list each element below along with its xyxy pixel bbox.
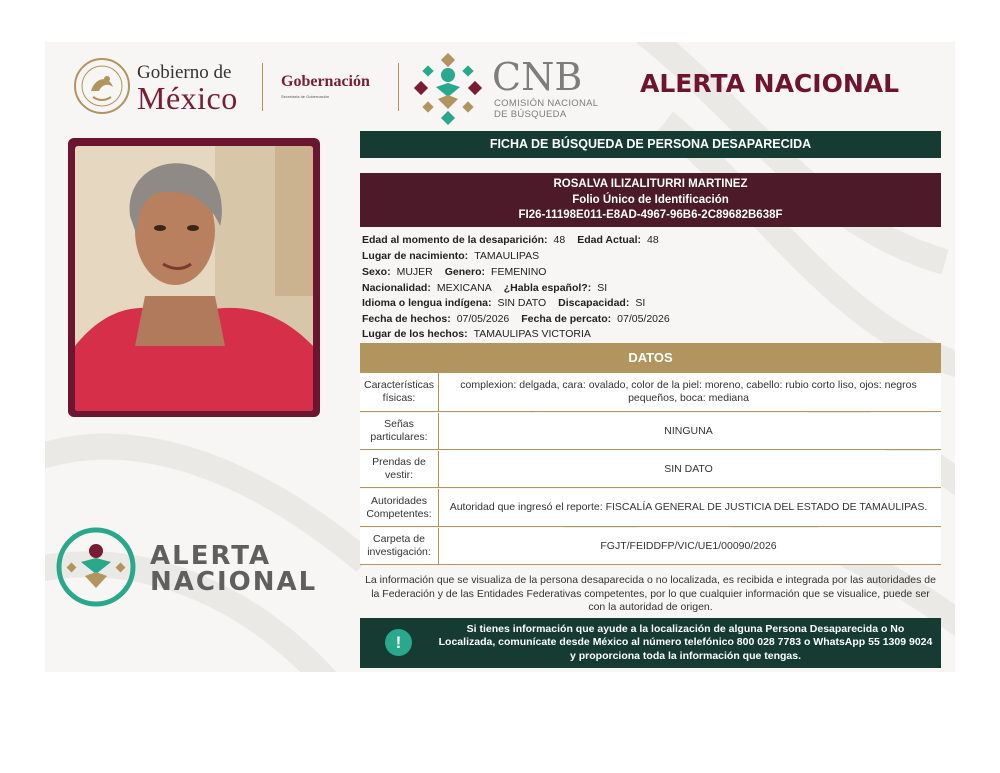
nationality-value: MEXICANA: [436, 282, 492, 294]
current-age-value: 48: [647, 234, 659, 246]
person-name-box: [360, 173, 941, 227]
disability-value: SI: [635, 297, 646, 309]
cnb-subtitle-line1: COMISIÓN NACIONAL: [494, 98, 599, 109]
gender-label: Genero:: [444, 266, 486, 278]
noticed-date-label: Fecha de percato:: [521, 313, 612, 325]
datos-row-label: Señas particulares:: [360, 413, 439, 449]
disclaimer-text: La información que se visualiza de la persona desaparecida o no localizada, es recibida e integrada por las autoridades de la Federación y de las Entidades Federativas competentes, por lo que cualquier información que se visualice, puede ser con la autoridad de origen.: [365, 574, 936, 613]
event-date-value: 07/05/2026: [456, 313, 510, 325]
person-name: ROSALVA ILIZALITURRI MARTINEZ: [553, 178, 748, 190]
datos-row: [360, 413, 941, 450]
sex-label: Sexo:: [362, 266, 391, 278]
info-line-sex: [362, 266, 558, 279]
gobierno-line2: México: [137, 80, 238, 116]
info-line-event-place: [362, 328, 603, 341]
gobernacion-sublabel: Secretaría de Gobernación: [281, 94, 330, 99]
datos-row-label: Características físicas:: [360, 373, 439, 411]
cnb-logo-icon: [412, 53, 484, 125]
help-text: Si tienes información que ayude a la localización de alguna Persona Desaparecida o No Localizada, comunícate desde México al número telefónico 800 028 7783 o WhatsApp 55 1309 9024 y proporciona toda la información que tengas.: [438, 623, 933, 662]
datos-row: [360, 451, 941, 488]
datos-row-value: complexion: delgada, cara: ovalado, color de la piel: moreno, cabello: rubio corto liso, ojos: negros pequeños, boca: mediana: [460, 379, 917, 404]
birthplace-value: TAMAULIPAS: [474, 250, 540, 262]
age-disappearance-label: Edad al momento de la desaparición:: [362, 234, 548, 246]
help-bar: [360, 618, 941, 668]
datos-row-value: NINGUNA: [664, 424, 713, 437]
datos-row-label: Autoridades Competentes:: [360, 489, 439, 526]
info-line-nationality: [362, 282, 619, 295]
info-line-birthplace: [362, 250, 551, 263]
gender-value: FEMENINO: [491, 266, 547, 278]
cnb-wordmark: CNB: [492, 55, 583, 99]
datos-row-value: SIN DATO: [664, 462, 713, 475]
mexico-seal-icon: [73, 57, 131, 115]
datos-row: [360, 489, 941, 527]
language-label: Idioma o lengua indígena:: [362, 297, 492, 309]
info-line-dates: [362, 313, 682, 326]
gobierno-line1: Gobierno de: [137, 62, 232, 83]
info-line-language: [362, 297, 657, 310]
alerta-nacional-line1: ALERTA: [150, 541, 272, 571]
person-photo: [75, 146, 313, 411]
datos-row-label: Carpeta de investigación:: [360, 528, 439, 564]
alerta-nacional-logo-icon: [55, 526, 137, 608]
age-disappearance-value: 48: [553, 234, 566, 246]
speaks-spanish-value: SI: [597, 282, 608, 294]
gobernacion-label: Gobernación: [281, 73, 370, 90]
birthplace-label: Lugar de nacimiento:: [362, 250, 469, 262]
noticed-date-value: 07/05/2026: [617, 313, 670, 325]
nationality-label: Nacionalidad:: [362, 282, 431, 294]
event-place-value: TAMAULIPAS VICTORIA: [473, 328, 591, 340]
current-age-label: Edad Actual:: [577, 234, 642, 246]
ficha-title-bar: FICHA DE BÚSQUEDA DE PERSONA DESAPARECIDA: [360, 131, 941, 158]
alerta-nacional-line2: NACIONAL: [150, 567, 318, 597]
event-date-label: Fecha de hechos:: [362, 313, 451, 325]
header-divider: [398, 63, 399, 111]
folio-label: Folio Único de Identificación: [572, 193, 729, 206]
sex-value: MUJER: [396, 266, 433, 278]
alert-title: ALERTA NACIONAL: [640, 69, 900, 98]
folio-value: FI26-11198E011-E8AD-4967-96B6-2C89682B638F: [518, 209, 783, 221]
disability-label: Discapacidad:: [558, 297, 630, 309]
datos-row: [360, 373, 941, 412]
alert-exclamation-icon: !: [385, 629, 412, 656]
datos-row: [360, 528, 941, 565]
language-value: SIN DATO: [497, 297, 547, 309]
datos-title-bar: DATOS: [360, 343, 941, 373]
cnb-subtitle-line2: DE BÚSQUEDA: [494, 109, 567, 120]
datos-row-label: Prendas de vestir:: [360, 451, 439, 487]
datos-row-value: FGJT/FEIDDFP/VIC/UE1/00090/2026: [600, 539, 777, 552]
speaks-spanish-label: ¿Habla español?:: [503, 282, 592, 294]
header-divider: [262, 63, 263, 111]
datos-row-value: Autoridad que ingresó el reporte: FISCALÍA GENERAL DE JUSTICIA DEL ESTADO DE TAMAULIPAS.: [449, 501, 928, 513]
info-line-age: [362, 234, 671, 247]
event-place-label: Lugar de los hechos:: [362, 328, 468, 340]
